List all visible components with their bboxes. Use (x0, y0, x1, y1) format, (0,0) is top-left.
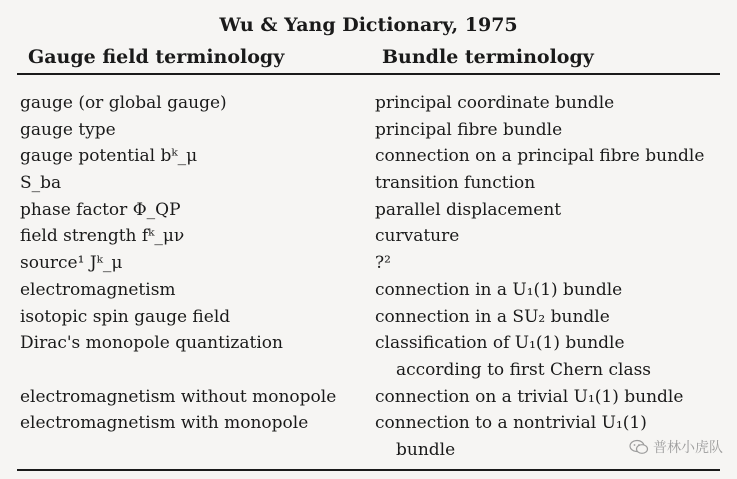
bundle-term: bundle (396, 439, 456, 460)
table-row (0, 90, 737, 117)
table-row (0, 197, 737, 224)
gauge-term: isotopic spin gauge field (20, 306, 231, 327)
gauge-term: Dirac's monopole quantization (20, 333, 283, 354)
gauge-term: S_ba (20, 173, 62, 194)
table-title: Wu & Yang Dictionary, 1975 (219, 14, 518, 36)
bundle-term: principal coordinate bundle (375, 93, 615, 113)
table-row (0, 170, 737, 197)
table-row (0, 277, 737, 304)
bundle-term: classification of U₁(1) bundle (375, 333, 625, 354)
table-row (0, 304, 737, 331)
gauge-term: gauge potential bᵏ_μ (20, 146, 198, 167)
header-rule (17, 73, 720, 75)
watermark-text: 普林小虎队 (653, 440, 723, 456)
watermark (629, 437, 723, 457)
gauge-term: electromagnetism with monopole (20, 413, 309, 434)
header-bundle: Bundle terminology (382, 46, 594, 68)
table-row (0, 250, 737, 277)
bundle-term: connection on a trivial U₁(1) bundle (375, 386, 684, 407)
table-row-continuation (0, 437, 737, 464)
table-row (0, 330, 737, 357)
table-row (0, 117, 737, 144)
gauge-term: gauge type (20, 119, 116, 140)
gauge-term: source¹ Jᵏ_μ (20, 253, 123, 274)
table-body (0, 90, 737, 464)
table-row (0, 410, 737, 437)
table-row (0, 223, 737, 250)
gauge-term: gauge (or global gauge) (20, 93, 227, 113)
bundle-term: ?² (375, 253, 391, 274)
table-row (0, 384, 737, 411)
bundle-term: connection to a nontrivial U₁(1) (375, 413, 647, 434)
wechat-icon (629, 439, 649, 455)
bundle-term: transition function (375, 173, 536, 194)
footer-rule (17, 469, 720, 471)
bundle-term: parallel displacement (375, 199, 562, 220)
gauge-term: field strength fᵏ_μν (20, 226, 185, 247)
table-row (0, 143, 737, 170)
bundle-term: connection in a U₁(1) bundle (375, 279, 623, 300)
gauge-term: electromagnetism (20, 279, 176, 300)
bundle-term: connection on a principal fibre bundle (375, 146, 705, 167)
bundle-term: according to first Chern class (396, 359, 652, 380)
gauge-term: electromagnetism without monopole (20, 386, 337, 407)
bundle-term: curvature (375, 226, 460, 247)
bundle-term: connection in a SU₂ bundle (375, 306, 610, 327)
header-gauge-field: Gauge field terminology (28, 46, 285, 68)
gauge-term: phase factor Φ_QP (20, 199, 181, 220)
table-row-continuation (0, 357, 737, 384)
bundle-term: principal fibre bundle (375, 119, 563, 140)
